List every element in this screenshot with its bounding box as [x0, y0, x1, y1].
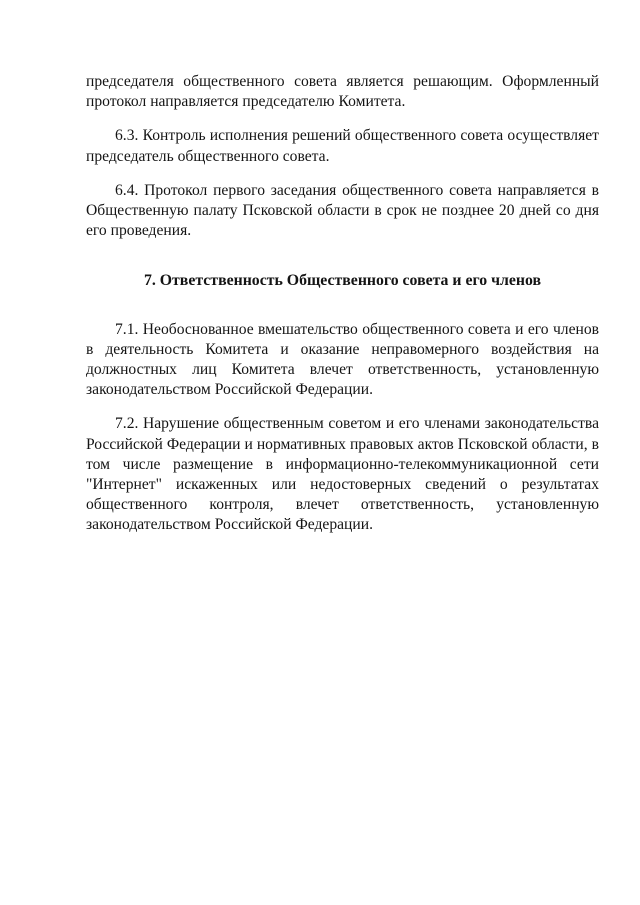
- document-body: [86, 72, 599, 536]
- paragraph-7-1: 7.1. Необоснованное вмешательство общественного совета и его членов в деятельность Комитета и оказание неправомерного воздействия на должностных лиц Комитета влечет ответственность, установленную законодательством Российской Федерации.: [86, 320, 599, 399]
- section-7-heading: 7. Ответственность Общественного совета и его членов: [143, 272, 542, 290]
- paragraph-6-3: 6.3. Контроль исполнения решений общественного совета осуществляет председатель общественного совета.: [86, 127, 599, 165]
- paragraph-7-2: 7.2. Нарушение общественным советом и его членами законодательства Российской Федерации и нормативных правовых актов Псковской области, в том числе размещение в информационно-телекоммуникационной сети "Интернет" искаженных или недостоверных сведений о результатах общественного контроля, влечет ответственность, установленную законодательством Российской Федерации.: [86, 415, 599, 534]
- paragraph-6-4: 6.4. Протокол первого заседания общественного совета направляется в Общественную палату Псковской области в срок не позднее 20 дней со дня его проведения.: [86, 181, 599, 240]
- paragraph-6-2-continuation: председателя общественного совета является решающим. Оформленный протокол направляется председателю Комитета.: [86, 73, 599, 111]
